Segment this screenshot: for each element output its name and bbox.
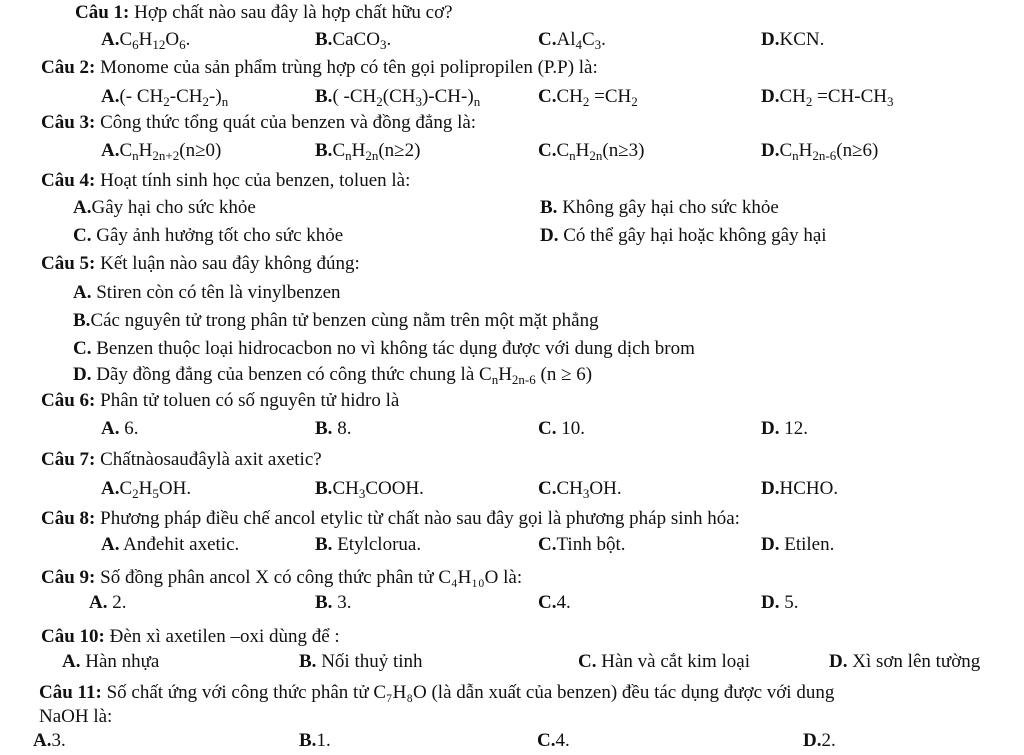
option-subscript: 2 bbox=[376, 94, 383, 109]
option-text: 5. bbox=[779, 592, 799, 613]
option-a bbox=[101, 418, 138, 440]
option-subscript: 2n-6 bbox=[812, 148, 837, 163]
option-text: (n≥6) bbox=[836, 140, 879, 161]
option-b bbox=[315, 534, 421, 556]
option-text: . bbox=[185, 29, 191, 50]
option-letter: D. bbox=[761, 29, 780, 50]
option-letter: A. bbox=[73, 282, 92, 303]
option-letter: D. bbox=[829, 651, 848, 672]
question-text: Hợp chất nào sau đây là hợp chất hữu cơ? bbox=[129, 2, 453, 23]
option-letter: B. bbox=[315, 592, 333, 613]
option-text: 10. bbox=[556, 418, 585, 439]
question-text: Phân tử toluen có số nguyên tử hidro là bbox=[95, 390, 400, 411]
option-text: =CH-CH bbox=[812, 86, 887, 107]
option-text: C bbox=[779, 140, 793, 161]
question-text: Kết luận nào sau đây không đúng: bbox=[95, 253, 360, 274]
option-c bbox=[538, 592, 571, 614]
option-c bbox=[538, 86, 638, 108]
question-11 bbox=[39, 682, 834, 704]
question-6 bbox=[41, 390, 399, 412]
option-text: Etilen. bbox=[779, 534, 835, 555]
option-letter: A. bbox=[101, 418, 120, 439]
option-d bbox=[829, 651, 980, 673]
option-subscript: 2 bbox=[805, 94, 813, 109]
option-text: Stiren còn có tên là vinylbenzen bbox=[91, 282, 341, 303]
option-a bbox=[89, 592, 126, 614]
option-text: Tinh bột. bbox=[556, 534, 626, 555]
option-letter: A. bbox=[89, 592, 108, 613]
option-d bbox=[761, 534, 834, 556]
option-text: H bbox=[351, 140, 366, 161]
question-1 bbox=[75, 2, 453, 24]
option-subscript: n bbox=[473, 94, 481, 109]
option-subscript: n bbox=[345, 148, 352, 163]
option-c bbox=[538, 534, 625, 556]
option-subscript: 3 bbox=[379, 37, 387, 52]
option-a bbox=[73, 282, 341, 304]
option-letter: A. bbox=[101, 140, 120, 161]
option-b bbox=[315, 592, 351, 614]
option-letter: B. bbox=[299, 730, 317, 751]
option-text: Không gây hại cho sức khỏe bbox=[557, 197, 779, 218]
option-text: 4. bbox=[555, 730, 570, 751]
option-text: (- CH bbox=[119, 86, 164, 107]
option-letter: B. bbox=[299, 651, 317, 672]
option-letter: A. bbox=[73, 197, 92, 218]
option-c bbox=[73, 225, 343, 247]
question-7 bbox=[41, 449, 322, 471]
option-subscript: 2n bbox=[589, 148, 603, 163]
option-subscript: 12 bbox=[152, 37, 166, 52]
option-letter: A. bbox=[101, 29, 120, 50]
option-subscript: 2 bbox=[202, 94, 210, 109]
option-a bbox=[101, 534, 239, 556]
option-letter: C. bbox=[538, 592, 557, 613]
option-letter: C. bbox=[538, 478, 557, 499]
option-text: O bbox=[165, 29, 180, 50]
option-text: H bbox=[138, 478, 153, 499]
option-text: Xì sơn lên tường bbox=[847, 651, 981, 672]
option-text: (CH bbox=[382, 86, 416, 107]
option-subscript: 4 bbox=[575, 37, 582, 52]
option-a bbox=[62, 651, 159, 673]
option-text: ( -CH bbox=[332, 86, 377, 107]
option-text: CaCO bbox=[332, 29, 380, 50]
option-letter: B. bbox=[315, 534, 333, 555]
option-subscript: 3 bbox=[594, 37, 602, 52]
option-b bbox=[299, 730, 331, 752]
option-text: 1. bbox=[316, 730, 331, 751]
option-text: Nối thuỷ tinh bbox=[316, 651, 423, 672]
question-5 bbox=[41, 253, 360, 275]
question-text: Monome của sản phẩm trùng hợp có tên gọi polipropilen (P.P) là: bbox=[95, 57, 598, 78]
option-c bbox=[537, 730, 570, 752]
question-3 bbox=[41, 112, 476, 134]
option-subscript: 2 bbox=[631, 94, 638, 109]
option-subscript: 3 bbox=[582, 486, 590, 501]
option-text: CH bbox=[556, 478, 583, 499]
option-text: KCN. bbox=[779, 29, 825, 50]
option-d bbox=[761, 478, 838, 500]
question-11-continued: NaOH là: bbox=[39, 706, 113, 727]
option-text: Gây hại cho sức khỏe bbox=[91, 197, 256, 218]
option-b bbox=[315, 86, 480, 108]
question-number: Câu 9: bbox=[41, 567, 96, 588]
option-d bbox=[761, 140, 878, 162]
question-text: Chấtnàosauđâylà axit axetic? bbox=[95, 449, 322, 470]
option-letter: D. bbox=[73, 364, 92, 385]
option-text: CH bbox=[332, 478, 359, 499]
question-number: Câu 3: bbox=[41, 112, 96, 133]
option-c bbox=[578, 651, 750, 673]
option-letter: A. bbox=[33, 730, 52, 751]
option-subscript: 2 bbox=[163, 94, 170, 109]
question-text: Hoạt tính sinh học của benzen, toluen là: bbox=[95, 170, 411, 191]
option-text: -) bbox=[209, 86, 222, 107]
option-letter: C. bbox=[538, 534, 557, 555]
option-subscript: 6 bbox=[179, 37, 186, 52]
option-text: (n≥2) bbox=[378, 140, 421, 161]
option-text: CH bbox=[779, 86, 806, 107]
question-text: Đèn xì axetilen –oxi dùng để : bbox=[104, 626, 340, 647]
option-c bbox=[538, 29, 606, 51]
option-subscript: 3 bbox=[415, 94, 422, 109]
option-text: Các nguyên tử trong phân tử benzen cùng nằm trên một mặt phẳng bbox=[90, 310, 599, 331]
option-text: COOH. bbox=[365, 478, 424, 499]
option-letter: C. bbox=[538, 29, 557, 50]
option-letter: C. bbox=[537, 730, 556, 751]
option-text: Benzen thuộc loại hidrocacbon no vì không tác dụng được với dung dịch brom bbox=[91, 338, 695, 359]
question-number: Câu 6: bbox=[41, 390, 96, 411]
option-letter: B. bbox=[315, 418, 333, 439]
option-letter: D. bbox=[540, 225, 559, 246]
option-text: =CH bbox=[589, 86, 632, 107]
option-subscript: 2n bbox=[365, 148, 379, 163]
question-number: Câu 11: bbox=[39, 682, 102, 703]
question-8 bbox=[41, 508, 740, 530]
option-subscript: 3 bbox=[358, 486, 366, 501]
question-number: Câu 1: bbox=[75, 2, 130, 23]
option-text: H bbox=[138, 29, 153, 50]
option-letter: C. bbox=[578, 651, 597, 672]
option-text: C bbox=[581, 29, 595, 50]
option-letter: C. bbox=[538, 140, 557, 161]
option-a bbox=[101, 86, 228, 108]
option-text: (n≥3) bbox=[602, 140, 645, 161]
option-text: . bbox=[601, 29, 606, 50]
question-number: Câu 5: bbox=[41, 253, 96, 274]
option-text: Hàn nhựa bbox=[80, 651, 160, 672]
option-subscript: 6 bbox=[132, 37, 139, 52]
option-b bbox=[315, 478, 424, 500]
option-text: C bbox=[332, 140, 346, 161]
option-b bbox=[73, 310, 599, 332]
option-subscript: n bbox=[132, 148, 139, 163]
option-text: CH bbox=[556, 86, 583, 107]
option-letter: A. bbox=[101, 534, 120, 555]
option-text: C bbox=[556, 140, 570, 161]
option-letter: B. bbox=[540, 197, 558, 218]
option-letter: D. bbox=[761, 140, 780, 161]
option-letter: A. bbox=[62, 651, 81, 672]
option-text: Etylclorua. bbox=[332, 534, 422, 555]
option-text: C bbox=[119, 140, 133, 161]
option-letter: B. bbox=[315, 29, 333, 50]
option-a bbox=[101, 140, 221, 162]
option-c bbox=[538, 140, 645, 162]
option-a bbox=[33, 730, 66, 752]
option-text: Có thể gây hại hoặc không gây hại bbox=[558, 225, 827, 246]
option-subscript: 3 bbox=[886, 94, 894, 109]
option-letter: C. bbox=[73, 225, 92, 246]
option-subscript: n bbox=[491, 372, 499, 387]
option-b bbox=[299, 651, 423, 673]
option-text: C bbox=[119, 478, 133, 499]
option-letter: C. bbox=[538, 86, 557, 107]
option-text: H bbox=[575, 140, 590, 161]
option-letter: B. bbox=[315, 140, 333, 161]
option-text: C bbox=[119, 29, 133, 50]
option-text: Gây ảnh hưởng tốt cho sức khỏe bbox=[91, 225, 344, 246]
option-text: Al bbox=[556, 29, 576, 50]
option-letter: B. bbox=[315, 86, 333, 107]
question-number: Câu 7: bbox=[41, 449, 96, 470]
option-d bbox=[540, 225, 827, 247]
option-letter: B. bbox=[315, 478, 333, 499]
option-b bbox=[315, 140, 420, 162]
option-text: 2. bbox=[821, 730, 836, 751]
question-text: Phương pháp điều chế ancol etylic từ chất nào sau đây gọi là phương pháp sinh hóa: bbox=[95, 508, 740, 529]
option-subscript: 2n-6 bbox=[511, 372, 536, 387]
option-subscript: 5 bbox=[152, 486, 159, 501]
option-text: -CH bbox=[169, 86, 203, 107]
option-text: Hàn và cắt kim loại bbox=[596, 651, 751, 672]
question-text: Số đồng phân ancol X có công thức phân tử C₄H₁₀O là: bbox=[95, 567, 523, 588]
question-text: Số chất ứng với công thức phân tử C₇H₈O (là dẫn xuất của benzen) đều tác dụng được với dung bbox=[101, 682, 835, 703]
option-a bbox=[101, 478, 191, 500]
question-number: Câu 2: bbox=[41, 57, 96, 78]
option-letter: B. bbox=[73, 310, 91, 331]
option-c bbox=[538, 418, 585, 440]
option-subscript: n bbox=[792, 148, 799, 163]
option-d bbox=[73, 364, 592, 386]
option-text: 3. bbox=[332, 592, 352, 613]
option-text: 2. bbox=[107, 592, 127, 613]
option-letter: A. bbox=[101, 86, 120, 107]
option-text: OH. bbox=[589, 478, 622, 499]
option-letter: D. bbox=[761, 418, 780, 439]
option-text: 8. bbox=[332, 418, 352, 439]
option-c bbox=[73, 338, 695, 360]
question-2 bbox=[41, 57, 598, 79]
option-d bbox=[803, 730, 836, 752]
option-letter: C. bbox=[73, 338, 92, 359]
option-letter: D. bbox=[803, 730, 822, 751]
option-text: (n ≥ 6) bbox=[535, 364, 593, 385]
option-text: 12. bbox=[779, 418, 808, 439]
option-subscript: 2 bbox=[582, 94, 590, 109]
option-subscript: n bbox=[569, 148, 576, 163]
question-9 bbox=[41, 567, 522, 589]
question-number: Câu 4: bbox=[41, 170, 96, 191]
option-d bbox=[761, 592, 798, 614]
option-letter: D. bbox=[761, 534, 780, 555]
option-text: Dãy đồng đẳng của benzen có công thức chung là C bbox=[91, 364, 492, 385]
option-text: H bbox=[138, 140, 153, 161]
option-text: HCHO. bbox=[779, 478, 839, 499]
option-c bbox=[538, 478, 622, 500]
option-d bbox=[761, 86, 893, 108]
option-a bbox=[73, 197, 256, 219]
option-subscript: 2n+2 bbox=[152, 148, 180, 163]
option-text: Anđehit axetic. bbox=[119, 534, 240, 555]
option-text: . bbox=[386, 29, 392, 50]
option-a bbox=[101, 29, 190, 51]
option-text: H bbox=[498, 364, 512, 385]
question-4 bbox=[41, 170, 410, 192]
option-d bbox=[761, 418, 808, 440]
option-text: OH. bbox=[158, 478, 192, 499]
option-b bbox=[315, 418, 351, 440]
option-text: 3. bbox=[51, 730, 66, 751]
option-letter: D. bbox=[761, 592, 780, 613]
option-letter: C. bbox=[538, 418, 557, 439]
question-number: Câu 10: bbox=[41, 626, 105, 647]
option-letter: D. bbox=[761, 478, 780, 499]
option-subscript: 2 bbox=[132, 486, 139, 501]
option-subscript: n bbox=[221, 94, 229, 109]
option-b bbox=[315, 29, 391, 51]
option-text: 6. bbox=[119, 418, 139, 439]
option-text: (n≥0) bbox=[179, 140, 222, 161]
question-number: Câu 8: bbox=[41, 508, 96, 529]
option-letter: A. bbox=[101, 478, 120, 499]
option-letter: D. bbox=[761, 86, 780, 107]
option-text: H bbox=[798, 140, 813, 161]
option-b bbox=[540, 197, 779, 219]
option-text: )-CH-) bbox=[421, 86, 474, 107]
option-d bbox=[761, 29, 824, 51]
question-text: Công thức tổng quát của benzen và đồng đẳng là: bbox=[95, 112, 477, 133]
option-text: 4. bbox=[556, 592, 571, 613]
question-10 bbox=[41, 626, 340, 648]
